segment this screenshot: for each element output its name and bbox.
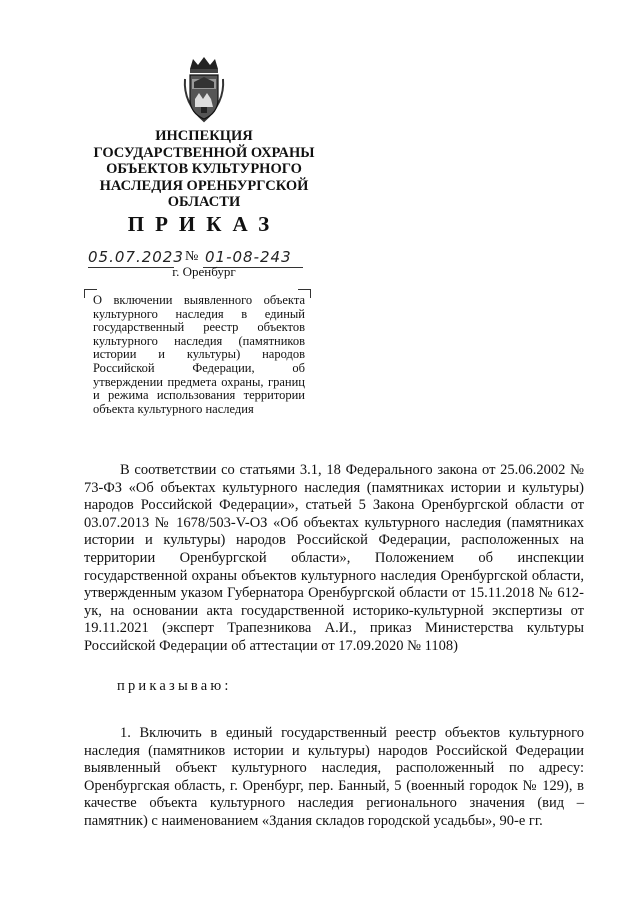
subject-text: О включении выявленного объекта культурного наследия в единый государственный реестр объектов культурного наследия (памятников истории и культуры) народов Российской Федерации, об утверждении предмета охраны, границ и режима использования территории объекта культурного наследия <box>93 293 305 416</box>
document-date: 05.07.2023 <box>88 248 184 266</box>
document-subject <box>93 294 305 416</box>
organization-line: ИНСПЕКЦИЯ <box>155 128 253 144</box>
document-city: г. Оренбург <box>172 264 236 279</box>
document-title: ПРИКАЗ <box>127 212 281 236</box>
document-number: 01-08-243 <box>205 248 292 266</box>
item-1-paragraph: 1. Включить в единый государственный реестр объектов культурного наследия (памятников истории и культуры) народов Российской Федерации выявленный объект культурного наследия, расположенный по адресу: Оренбургская область, г. Оренбург, пер. Банный, 5 (военный городок № 129), в качестве объекта культурного наследия регионального значения (вид – памятник) с наименованием «Здания складов городской усадьбы», 90-е гг. <box>84 725 584 829</box>
number-label: № <box>185 249 199 264</box>
organization-line: ГОСУДАРСТВЕННОЙ ОХРАНЫ <box>93 144 315 161</box>
orenburg-coat-of-arms-icon <box>181 55 227 127</box>
organization-line: ОБЪЕКТОВ КУЛЬТУРНОГО <box>106 161 302 177</box>
organization-name <box>70 128 338 211</box>
order-word: приказываю: <box>117 678 232 694</box>
organization-line: ОБЛАСТИ <box>167 194 241 210</box>
organization-line: НАСЛЕДИЯ ОРЕНБУРГСКОЙ <box>99 177 309 194</box>
preamble-paragraph: В соответствии со статьями 3.1, 18 Федерального закона от 25.06.2002 № 73-ФЗ «Об объектах культурного наследия (памятниках истории и культуры) народов Российской Федерации», статьей 5 Закона Оренбургской области от 03.07.2013 № 1678/503-V-ОЗ «Об объектах культурного наследия (памятниках истории и культуры) народов Российской Федерации, расположенных на территории Оренбургской области», Положением об инспекции государственной охраны объектов культурного наследия Оренбургской области, утвержденным указом Губернатора Оренбургской области от 15.11.2018 № 612-ук, на основании акта государственной историко-культурной экспертизы от 19.11.2021 (эксперт Трапезникова А.И., приказ Министерства культуры Российской Федерации об аттестации от 17.09.2020 № 1108) <box>84 462 584 654</box>
